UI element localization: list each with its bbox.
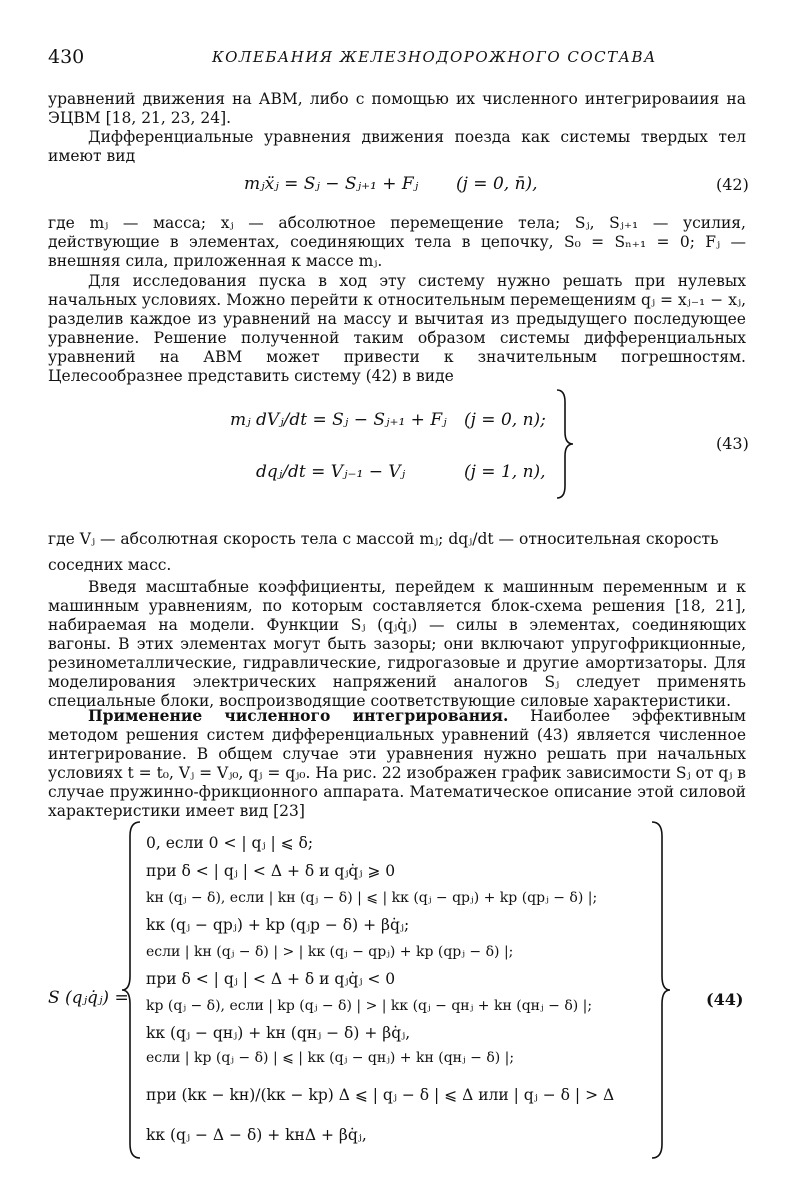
paragraph-velocity: где Vⱼ — абсолютная скорость тела с массой mⱼ; dqⱼ/dt — относительная скорость xyxy=(48,530,719,548)
running-title: КОЛЕБАНИЯ ЖЕЛЕЗНОДОРОЖНОГО СОСТАВА xyxy=(212,48,657,66)
equation-44-case: если | kн (qⱼ − δ) | > | kк (qⱼ − qрⱼ) + kр (qрⱼ − δ) |; xyxy=(146,944,514,960)
paragraph-variables: где mⱼ — масса; xⱼ — абсолютное перемещение тела; Sⱼ, Sⱼ₊₁ — усилия, действующие в элементах, соединяющих тела в цепочку, S₀ = Sₙ₊₁ = 0; Fⱼ — внешняя сила, приложенная к массе mⱼ. xyxy=(48,214,746,270)
equation-43-cond2: (j = 1, n), xyxy=(464,462,546,482)
equation-44-number: (44) xyxy=(706,990,744,1009)
paragraph-scaling: Введя масштабные коэффициенты, перейдем к машинным переменным и к машинным уравнениям, по которым составляется блок-схема решения [18, 21], набираемая на модели. Функции Sⱼ (qⱼq̇ⱼ) — силы в элементах, соединяющих вагоны. В этих элементах могут быть зазоры; они включают упругофрикционные, резинометаллические, гидравлические, гидрогазовые и другие амортизаторы. Для моделирования электрических напряжений аналогов Sⱼ следует применять специальные блоки, воспроизводящие соответствующие силовые характеристики. xyxy=(48,578,746,710)
equation-44-case: при (kк − kн)/(kк − kр) Δ ⩽ | qⱼ − δ | ⩽ Δ или | qⱼ − δ | > Δ xyxy=(146,1086,615,1104)
section-heading: Применение численного интегрирования. xyxy=(88,706,509,725)
equation-44-lhs: S (qⱼq̇ⱼ) = xyxy=(48,988,129,1008)
equation-42-formula: mⱼẍⱼ = Sⱼ − Sⱼ₊₁ + Fⱼ xyxy=(244,174,419,194)
equation-43-line1: mⱼ dVⱼ/dt = Sⱼ − Sⱼ₊₁ + Fⱼ xyxy=(230,410,447,430)
equation-42-number: (42) xyxy=(716,175,749,194)
equation-43-cond1: (j = 0, n); xyxy=(464,410,546,430)
equation-44-case: kк (qⱼ − qнⱼ) + kн (qнⱼ − δ) + βq̇ⱼ, xyxy=(146,1024,411,1042)
equation-44-case: kн (qⱼ − δ), если | kн (qⱼ − δ) | ⩽ | kк (qⱼ − qрⱼ) + kр (qрⱼ − δ) |; xyxy=(146,890,598,906)
equation-43-number: (43) xyxy=(716,434,749,453)
equation-44-case: 0, если 0 < | qⱼ | ⩽ δ; xyxy=(146,834,314,852)
equation-44-left-brace xyxy=(120,820,144,1160)
equation-44-case: при δ < | qⱼ | < Δ + δ и qⱼq̇ⱼ ⩾ 0 xyxy=(146,862,396,880)
equation-44-case: kр (qⱼ − δ), если | kр (qⱼ − δ) | > | kк (qⱼ − qнⱼ + kн (qнⱼ − δ) |; xyxy=(146,998,593,1014)
equation-44-case: при δ < | qⱼ | < Δ + δ и qⱼq̇ⱼ < 0 xyxy=(146,970,396,988)
equation-44-case: kк (qⱼ − Δ − δ) + kнΔ + βq̇ⱼ, xyxy=(146,1126,367,1144)
section-body: Наиболее эффективным методом решения систем дифференциальных уравнений (43) является численное интегрирование. В общем случае эти уравнения нужно решать при начальных условиях t = t₀, Vⱼ = Vⱼ₀, qⱼ = qⱼ₀. На рис. 22 изображен график зависимости Sⱼ от qⱼ в случае пружинно-фрикционного аппарата. Математическое описание этой силовой характеристики имеет вид [23] xyxy=(48,707,746,820)
equation-44-right-brace xyxy=(648,820,672,1160)
equation-43-line2: dqⱼ/dt = Vⱼ₋₁ − Vⱼ xyxy=(256,462,406,482)
paragraph-numerical-integration xyxy=(48,706,746,821)
equation-44-case: если | kр (qⱼ − δ) | ⩽ | kк (qⱼ − qнⱼ) + kн (qнⱼ − δ) |; xyxy=(146,1050,515,1066)
paragraph-intro: уравнений движения на АВМ, либо с помощью их численного интегрироваиия на ЭЦВМ [18, 21, 23, 24]. xyxy=(48,90,746,127)
paragraph-launch: Для исследования пуска в ход эту систему нужно решать при нулевых начальных условиях. Можно перейти к относительным перемещениям qⱼ = xⱼ₋₁ − xⱼ, разделив каждое из уравнений на массу и вычитая из предыдущего последующее уравнение. Решение полученной таким образом системы дифференциальных уравнений на АВМ может привести к значительным погрешностям. Целесообразнее представить систему (42) в виде xyxy=(48,272,746,385)
equation-44-case: kк (qⱼ − qрⱼ) + kр (qⱼр − δ) + βq̇ⱼ; xyxy=(146,916,410,934)
equation-43-right-brace xyxy=(553,388,577,500)
equation-42-condition: (j = 0, n̄), xyxy=(456,174,538,194)
paragraph-velocity-end: соседних масс. xyxy=(48,556,172,574)
page-number: 430 xyxy=(48,46,85,68)
paragraph-equations-intro: Дифференциальные уравнения движения поезда как системы твердых тел имеют вид xyxy=(48,128,746,165)
